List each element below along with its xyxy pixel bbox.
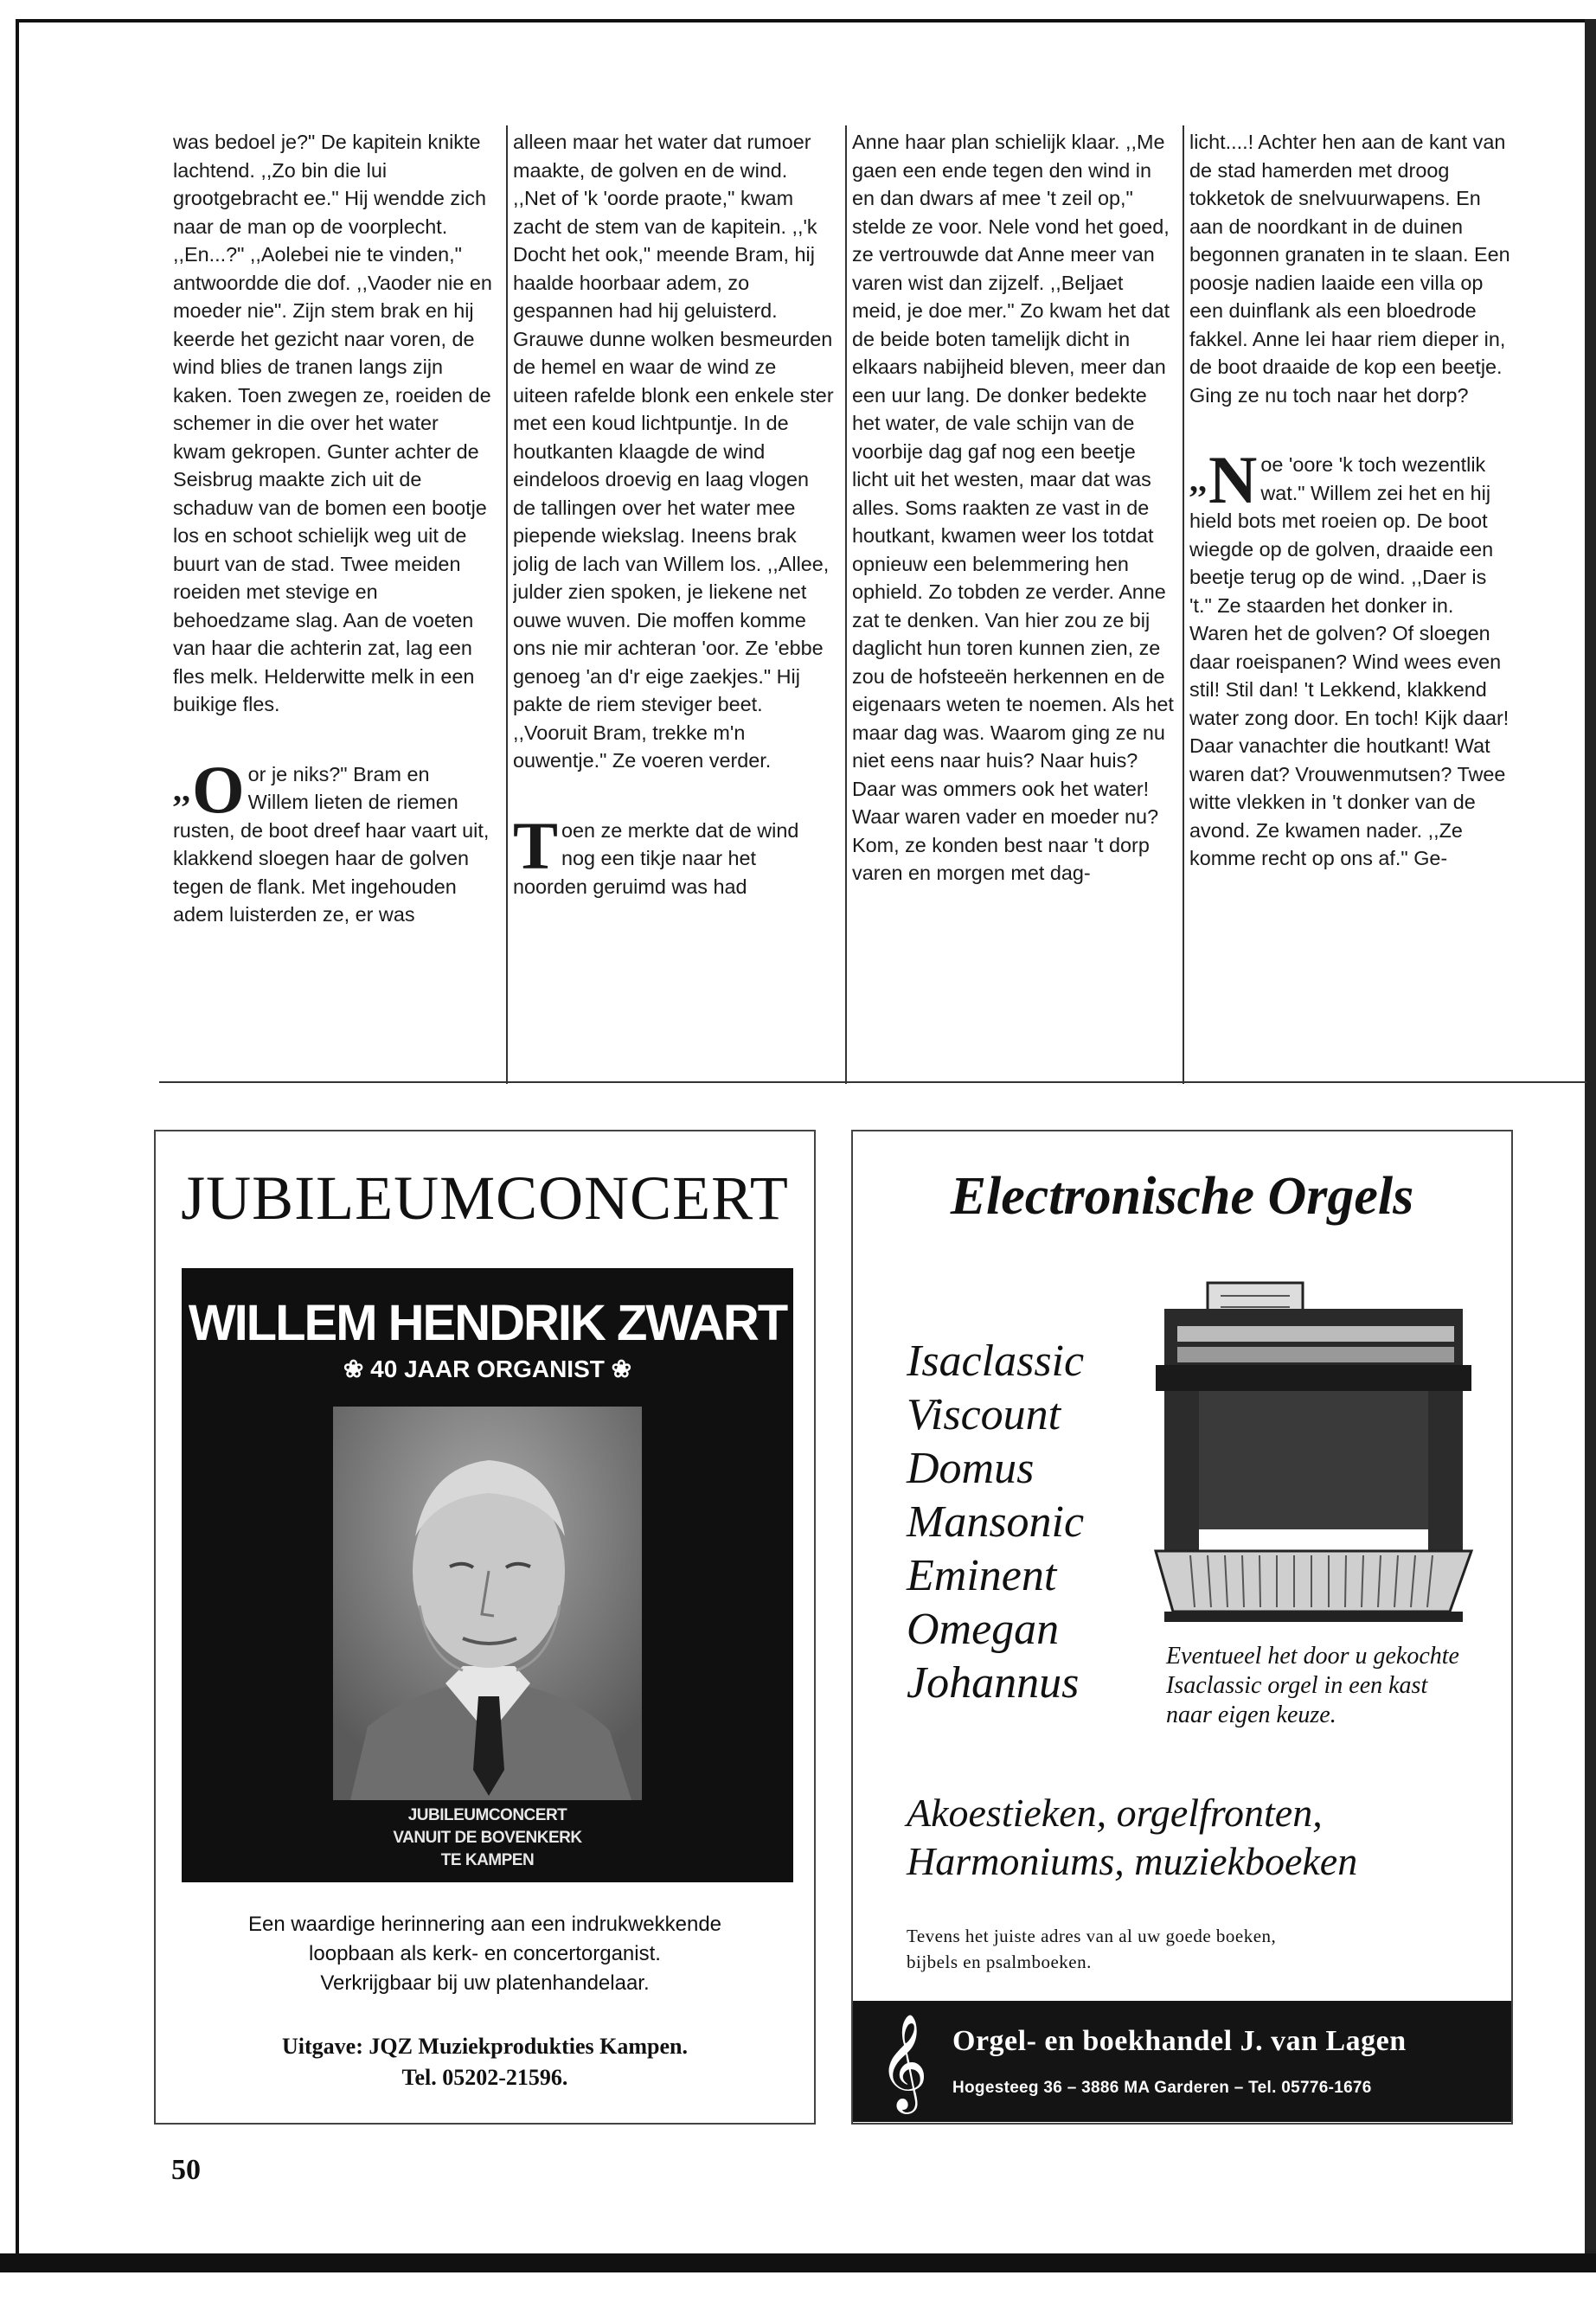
ad-description: Een waardige herinnering aan een indrukwekkende loopbaan als kerk- en concertorganist. Verkrijgbaar bij uw platenhandelaar. <box>247 1913 722 1995</box>
ad-extra-products: Akoestieken, orgelfronten, Harmoniums, muziekboeken <box>907 1791 1358 1883</box>
album-cover <box>182 1268 793 1882</box>
column-divider <box>1183 125 1184 1084</box>
story-column-1 <box>173 128 495 1080</box>
brand-item: Viscount <box>907 1390 1061 1439</box>
organ-photo <box>1138 1274 1480 1625</box>
treble-clef-icon: 𝄞 <box>879 2013 928 2110</box>
column-divider <box>506 125 508 1084</box>
page-border-bottom <box>0 2253 1596 2272</box>
organ-illustration <box>1138 1274 1480 1625</box>
story-column-4 <box>1189 128 1511 1080</box>
brand-item: Omegan <box>907 1605 1060 1654</box>
album-caption: JUBILEUMCONCERT VANUIT DE BOVENKERK TE KAMPEN <box>393 1806 582 1869</box>
ad-tevens-text: Tevens het juiste adres van al uw goede boeken, bijbels en psalmboeken. <box>907 1926 1277 1972</box>
story-column-2 <box>513 128 835 1080</box>
ad-title: JUBILEUMCONCERT <box>181 1163 789 1233</box>
story-paragraph: ,,N oe 'oore 'k toch wezentlik wat." Willem zei het en hij hield bots met roeien op. De boot wiegde op de golven, draaide een beetje terug op de wind. ,,Daer is 't." Ze staarden het donker in. Waren het de golven? Of sloegen daar roeispanen? Wind wees even stil! Stil dan! 't Lekkend, klakkend water zong door. En toch! Kijk daar! Daar vanachter die houtkant! Wat waren dat? Vrouwenmutsen? Twee witte vlekken in 't donker van de avond. Ze kwamen nader. ,,Ze komme recht op ons af." Ge- <box>1189 442 1509 869</box>
brand-list <box>907 1335 1131 1710</box>
story-paragraph: ,,O or je niks?" Bram en Willem lieten de riemen rusten, de boot dreef haar vaart uit, klakkend sloegen haar de golven tegen de flank. Met ingehouden adem luisterden ze, er was <box>173 751 490 926</box>
album-artist: WILLEM HENDRIK ZWART <box>188 1295 787 1351</box>
brand-item: Johannus <box>907 1658 1080 1708</box>
story-paragraph: Anne haar plan schielijk klaar. ,,Me gaen een ende tegen den wind in en dan dwars af mee 't zeil op," stelde ze voor. Nele vond het goed, ze vertrouwde dat Anne meer van varen wist dan zijzelf. ,,Beljaet meid, je doe mer." Zo kwam het dat de beide boten tamelijk dicht in elkaars nabijheid bleven, meer dan een uur lang. De donker bedekte het water, de vale schijn van de voorbije dag gaf nog een beetje licht uit het westen, maar dat was alles. Soms raakten ze vast in de houtkant, kwamen weer los totdat opnieuw een belemmering hen ophield. Zo tobden ze verder. Anne zat te denken. Van hier zou ze bij daglicht hun toren kunnen zien, ze zou de hofsteeën herkennen en de eigenaars weten te noemen. Als het maar dag was. Waarom ging ze nu niet eens naar huis? Naar huis? Daar was ommers ook het water! Waar waren vader en moeder nu? Kom, ze konden best naar 't dorp varen en morgen met dag- <box>852 131 1174 884</box>
page-number: 50 <box>171 2154 201 2186</box>
ad-title: Electronische Orgels <box>950 1167 1414 1226</box>
story-paragraph: was bedoel je?" De kapitein knikte lachtend. ,,Zo bin die lui grootgebracht ee." Hij wendde zich naar de man op de voorplecht. ,,En...?" ,,Aolebei nie te vinden," antwoordde die dof. ,,Vaoder nie en moeder nie". Zijn stem brak en hij keerde het gezicht naar voren, de wind blies de tranen langs zijn kaken. Toen zwegen ze, roeiden de schemer in die over het water kwam gekropen. Gunter achter de Seisbrug maakte zich uit de schaduw van de bomen een bootje los en schoot schielijk weg uit de buurt van de stad. Twee meiden roeiden met stevige en behoedzame slag. Aan de voeten van haar die achterin zat, lag een fles melk. Helderwitte melk in een buikige fles. <box>173 131 492 715</box>
page-border-top <box>16 19 1596 22</box>
story-paragraph: alleen maar het water dat rumoer maakte, de golven en de wind. ,,Net of 'k 'oorde praote," kwam zacht de stem van de kapitein. ,,'k Docht het ook," meende Bram, hij haalde hoorbaar adem, zo gespannen had hij geluisterd. Grauwe dunne wolken besmeurden de hemel en waar de wind ze uiteen rafelde blonk een enkele ster met een koud lichtpuntje. In de houtkanten klaagde de wind eindeloos droevig en laag vlogen de tallingen over het water mee piepende wiekslag. Ineens brak jolig de lach van Willem los. ,,Allee, julder zien spoken, je liekene net ouwe wuven. Die moffen komme ons nie mir achteran 'oor. Ze 'ebbe genoeg 'an d'r eige zaekjes." Hij pakte de riem steviger beet. ,,Vooruit Bram, trekke m'n ouwentje." Ze voeren verder. <box>513 131 834 772</box>
portrait-illustration <box>333 1407 642 1800</box>
story-paragraph: Toen ze merkte dat de wind nog een tikje naar het noorden geruimd was had <box>513 807 799 898</box>
drop-cap: T <box>513 807 559 883</box>
drop-cap: ,,O <box>173 751 245 827</box>
page-border-right <box>1585 19 1596 2259</box>
shop-name: Orgel- en boekhandel J. van Lagen <box>952 2025 1407 2057</box>
drop-cap: ,,N <box>1189 442 1258 517</box>
brand-item: Domus <box>907 1444 1035 1493</box>
portrait-photo <box>333 1407 642 1800</box>
story-bottom-rule <box>159 1081 1586 1083</box>
brand-item: Mansonic <box>907 1497 1085 1547</box>
story-paragraph: licht....! Achter hen aan de kant van de stad hamerden met droog tokketok de snelvuurwapens. En aan de noordkant in de duinen begonnen granaten in te slaan. Een poosje nadien laaide een villa op een duinflank als een bloedrode fakkel. Anne lei haar riem dieper in, de boot draaide de kop een beetje. Ging ze nu toch naar het dorp? <box>1189 131 1510 407</box>
shop-banner <box>853 2001 1511 2122</box>
story-column-3 <box>852 128 1174 1080</box>
brand-item: Eminent <box>907 1551 1057 1600</box>
organ-note: Eventueel het door u gekochte Isaclassic orgel in een kast naar eigen keuze. <box>1166 1643 1459 1728</box>
page-border-left <box>16 19 19 2259</box>
brand-item: Isaclassic <box>907 1336 1085 1386</box>
album-subtitle: ❀ 40 JAAR ORGANIST ❀ <box>343 1356 632 1382</box>
ad-electronische-orgels <box>851 1130 1513 2125</box>
shop-address: Hogesteeg 36 – 3886 MA Garderen – Tel. 05776-1676 <box>952 2079 1372 2097</box>
column-divider <box>845 125 847 1084</box>
ad-publisher: Uitgave: JQZ Muziekprodukties Kampen. Tel. 05202-21596. <box>282 2034 688 2090</box>
ad-jubileumconcert <box>154 1130 816 2125</box>
